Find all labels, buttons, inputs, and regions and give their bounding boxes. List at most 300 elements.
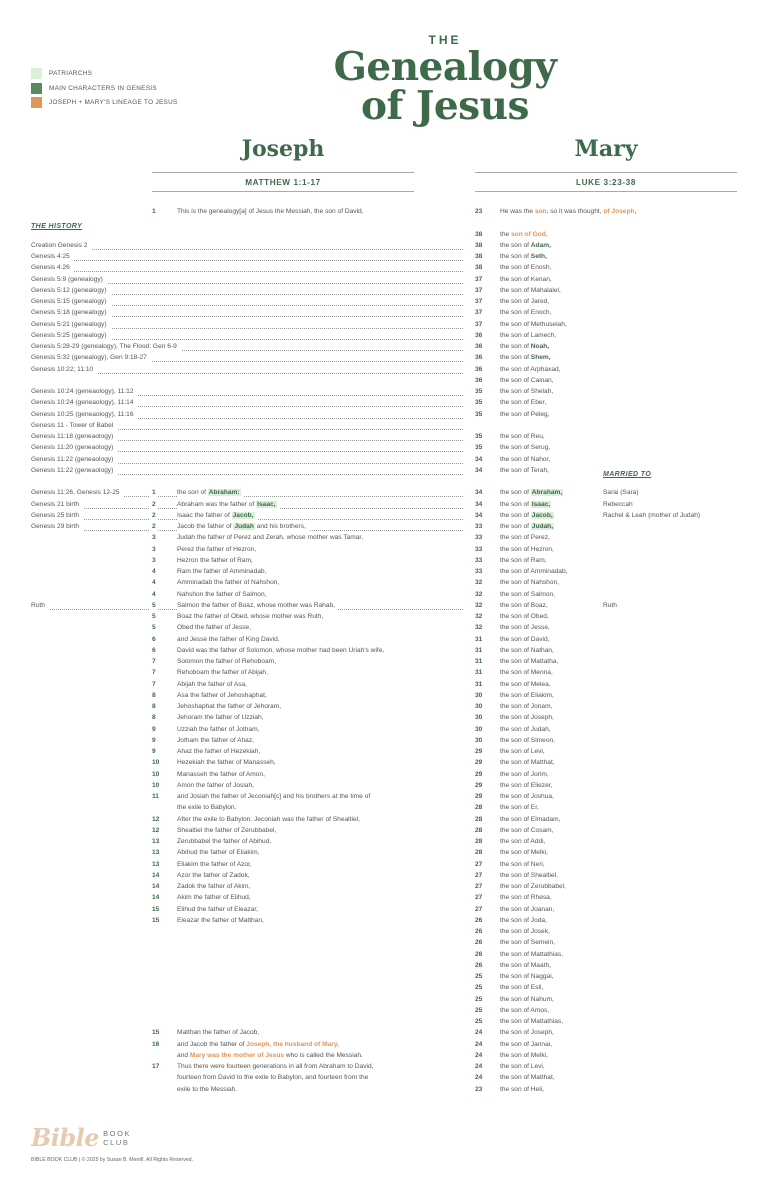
verse-text-segment: Asa the father of Jehoshaphat, [177, 691, 267, 699]
history-reference: Ruth [31, 600, 49, 611]
verse-line [500, 454, 553, 465]
verse-line [177, 690, 270, 701]
verse-text-segment: Uzziah the father of Jotham, [177, 725, 260, 733]
history-reference: Genesis 10:24 (geneaology), 11:14 [31, 397, 138, 408]
verse-line [500, 634, 552, 645]
verse-line [500, 667, 556, 678]
verse-text-segment: the son of Kenan, [500, 275, 552, 283]
verse-line [177, 701, 284, 712]
verse-line [177, 814, 363, 825]
verse-line [177, 836, 274, 847]
verse-line [500, 724, 554, 735]
verse-number: 4 [152, 568, 156, 575]
verse-line [500, 1016, 566, 1027]
verse-line [500, 600, 551, 611]
verse-text-segment: Jotham the father of Ahaz, [177, 736, 254, 744]
verse-text-segment: the son of Nahor, [500, 455, 551, 463]
verse-number: 34 [475, 489, 483, 497]
verse-text-segment: Nahshon the father of Salmon, [177, 590, 267, 598]
verse-number: 26 [475, 950, 483, 958]
verse-line [500, 791, 557, 802]
verse-line [500, 409, 553, 420]
verse-number: 35 [475, 388, 483, 395]
verse-number: 37 [475, 320, 483, 328]
verse-text-segment: the son of Melea, [500, 680, 551, 688]
verse-text-segment: Salmon the father of Boaz, whose mother was Rahab, [177, 601, 335, 609]
verse-number: 27 [475, 883, 483, 890]
verse-line [500, 915, 550, 926]
verse-line [177, 510, 258, 521]
verse-line [500, 364, 564, 375]
verse-line [177, 904, 261, 915]
title-line-2: of Jesus [361, 83, 529, 129]
verse-number: 3 [152, 545, 156, 553]
verse-number: 6 [152, 635, 156, 643]
verse-number: 10 [152, 781, 160, 789]
verse-text-segment: the son of Joda, [500, 916, 547, 924]
verse-line [500, 1005, 552, 1016]
history-reference: Genesis 5:15 (genealogy) [31, 296, 111, 307]
history-reference: Genesis 5:18 (genealogy) [31, 307, 111, 318]
divider [475, 172, 737, 173]
mary-heading: Mary [574, 136, 638, 162]
copyright: BIBLE BOOK CLUB | © 2025 by Susan B. Merrill. All Rights Reserved. [31, 1157, 194, 1163]
verse-number: 13 [152, 860, 160, 868]
verse-number: 33 [475, 556, 483, 564]
verse-line [177, 757, 279, 768]
verse-line [500, 1027, 557, 1038]
verse-line [500, 589, 558, 600]
verse-number: 32 [475, 624, 483, 632]
history-reference: Genesis 10:24 (geneaology), 11:12 [31, 386, 138, 397]
verse-text-segment: Ram the father of Amminadab, [177, 568, 267, 575]
verse-number: 14 [152, 883, 160, 890]
verse-text-segment: the son of Nathan, [500, 646, 554, 654]
verse-line [177, 679, 250, 690]
verse-number: 25 [475, 1018, 483, 1025]
verse-number: 24 [475, 1063, 483, 1070]
verse-line [500, 960, 554, 971]
verse-text-segment: the son of Peleg, [500, 410, 550, 418]
verse-number: 2 [152, 511, 156, 519]
verse-text-segment: the son of Maath, [500, 961, 551, 969]
verse-text-segment: Zadok the father of Akim, [177, 883, 251, 890]
verse-line [500, 352, 554, 363]
legend-label: MAIN CHARACTERS IN GENESIS [49, 84, 157, 92]
verse-number: 7 [152, 669, 156, 677]
verse-line [177, 1027, 262, 1038]
verse-line [500, 397, 549, 408]
verse-text-segment: He was the [500, 208, 535, 215]
verse-text-segment: the son of Ram, [500, 556, 547, 564]
verse-text-segment: the son of Eber, [500, 399, 547, 407]
verse-text-segment: the son of Melki, [500, 1051, 549, 1059]
verse-line [500, 431, 548, 442]
verse-line [500, 701, 555, 712]
verse-text-segment: the son of Elmadam, [500, 815, 561, 823]
verse-number: 4 [152, 579, 156, 587]
verse-text-segment: and his brothers, [254, 523, 306, 530]
verse-line [500, 994, 557, 1005]
verse-text-segment: the son of Matthat, [500, 759, 555, 767]
verse-text-segment: the son of Menna, [500, 669, 553, 677]
verse-line [177, 769, 268, 780]
verse-text-segment: the son of Amos, [500, 1006, 550, 1014]
legend-label: JOSEPH + MARY'S LINEAGE TO JESUS [49, 98, 178, 106]
verse-text-segment: Abijah the father of Asa, [177, 680, 248, 688]
history-reference: Genesis 11 - Tower of Babel [31, 420, 117, 431]
verse-number: 27 [475, 860, 483, 868]
verse-number: 33 [475, 534, 483, 542]
verse-text-segment: After the exile to Babylon: Jeconiah was the father of Shealtiel, [177, 815, 360, 823]
verse-line [177, 1050, 366, 1061]
patriarch-highlight: Isaac, [531, 500, 551, 508]
title-line-1: Genealogy [333, 44, 557, 90]
verse-text-segment: Eleazar the father of Matthan, [177, 916, 264, 924]
verse-text-segment: the son of Joshua, [500, 793, 554, 800]
verse-text-segment: Amminadab the father of Nahshon, [177, 579, 280, 587]
verse-line [177, 555, 256, 566]
verse-number: 10 [152, 770, 160, 778]
bible-book-club-logo [31, 1123, 131, 1152]
verse-line [500, 937, 558, 948]
verse-text-segment: Abihud the father of Eliakim, [177, 849, 260, 857]
verse-line [177, 780, 257, 791]
verse-text-segment: Obed the father of Jesse, [177, 624, 252, 632]
verse-number: 6 [152, 646, 156, 654]
verse-number: 33 [475, 568, 483, 575]
verse-text-segment: the son of Semein, [500, 939, 555, 947]
verse-text-segment: the son of [500, 343, 531, 350]
verse-number: 29 [475, 748, 483, 755]
verse-number: 34 [475, 455, 483, 463]
verse-text-segment: the son of Zerubbabel, [500, 883, 566, 890]
verse-line [177, 881, 253, 892]
verse-line [177, 521, 309, 532]
verse-number: 8 [152, 691, 156, 699]
verse-text-segment: the son of Joanan, [500, 905, 555, 913]
verse-text-segment: the son of Lamech, [500, 331, 557, 339]
verse-number: 34 [475, 466, 483, 474]
verse-text-segment: Jehoshaphat the father of Jehoram, [177, 703, 282, 710]
history-reference: Genesis 11:22 (geneaology) [31, 454, 117, 465]
verse-text-segment: and Jacob the father of [177, 1040, 247, 1048]
verse-text-segment: the son of Cosam, [500, 826, 554, 834]
verse-line [177, 915, 267, 926]
verse-text-segment: the son of Mattathias, [500, 1018, 564, 1025]
verse-number: 28 [475, 838, 483, 845]
verse-number: 10 [152, 759, 160, 767]
verse-number: 14 [152, 871, 160, 879]
verse-line [500, 319, 570, 330]
history-label: THE HISTORY [31, 223, 83, 230]
verse-number: 36 [475, 354, 483, 362]
lineage-highlight: Mary was the mother of Jesus [189, 1051, 285, 1059]
patriarch-highlight: Jacob, [531, 511, 553, 519]
verse-number: 38 [475, 241, 483, 249]
verse-line [500, 1039, 555, 1050]
verse-line [500, 206, 639, 217]
verse-text-segment: Hezron the father of Ram, [177, 556, 253, 564]
verse-line [500, 971, 557, 982]
verse-line [177, 544, 259, 555]
patriarch-highlight: Judah, [531, 523, 554, 530]
verse-line [500, 330, 559, 341]
verse-text-segment: Solomon the father of Rehoboam, [177, 658, 276, 665]
history-reference: Genesis 5:12 (genealogy) [31, 285, 111, 296]
lineage-highlight: son [534, 208, 547, 215]
verse-number: 31 [475, 635, 483, 643]
verse-line [500, 566, 570, 577]
verse-number: 26 [475, 961, 483, 969]
verse-line [177, 487, 244, 498]
verse-number: 26 [475, 928, 483, 935]
verse-text-segment: the son of Simeon, [500, 736, 555, 744]
history-reference: Genesis 5:28-29 (genealogy), The Flood: Gen 6-9 [31, 341, 181, 352]
verse-text-segment: Thus there were fourteen generations in all from Abraham to David, [177, 1063, 374, 1070]
verse-number: 37 [475, 298, 483, 305]
lineage-highlight: Joseph, the husband of Mary, [246, 1040, 339, 1048]
verse-number: 29 [475, 781, 483, 789]
verse-line [500, 386, 556, 397]
logo-bible: Bible [31, 1123, 100, 1152]
verse-line [500, 836, 548, 847]
verse-text-segment: the son of Melki, [500, 849, 549, 857]
verse-line [500, 780, 555, 791]
verse-line [177, 667, 271, 678]
verse-text-segment: exile to the Messiah. [177, 1085, 238, 1093]
verse-number: 27 [475, 871, 483, 879]
verse-text-segment: the son of Josek, [500, 928, 550, 935]
verse-line [500, 251, 550, 262]
verse-text-segment: Judah the father of Perez and Zerah, whose mother was Tamar, [177, 534, 364, 542]
patriarch-highlight: Abraham, [531, 489, 563, 497]
verse-line [500, 341, 552, 352]
verse-text-segment: fourteen from David to the exile to Babylon, and fourteen from the [177, 1074, 369, 1082]
verse-number: 26 [475, 916, 483, 924]
verse-text-segment: Zerubbabel the father of Abihud, [177, 838, 272, 845]
verse-number: 17 [152, 1063, 160, 1070]
verse-number: 13 [152, 849, 160, 857]
verse-text-segment: the son of Serug, [500, 444, 551, 452]
verse-text-segment: the son of [500, 500, 531, 508]
verse-number: 35 [475, 444, 483, 452]
verse-line [500, 487, 566, 498]
verse-line [500, 769, 552, 780]
verse-number: 28 [475, 849, 483, 857]
verse-text-segment: the son of [500, 511, 531, 519]
verse-line [177, 634, 283, 645]
verse-number: 36 [475, 365, 483, 373]
verse-number: 34 [475, 511, 483, 519]
verse-number: 5 [152, 601, 156, 609]
verse-text-segment: the son of Obed, [500, 613, 549, 620]
verse-number: 28 [475, 826, 483, 834]
verse-line [500, 949, 566, 960]
verse-text-segment: the son of Eliakim, [500, 691, 554, 699]
verse-line [177, 1084, 240, 1095]
verse-line [500, 859, 548, 870]
verse-number: 32 [475, 601, 483, 609]
verse-number: 26 [475, 939, 483, 947]
verse-number: 37 [475, 286, 483, 294]
history-reference: Genesis 11:20 (geneaology) [31, 442, 117, 453]
verse-text-segment: the son of Rhesa, [500, 894, 552, 902]
verse-number: 24 [475, 1051, 483, 1059]
verse-line [500, 735, 558, 746]
verse-text-segment: the son of Enosh, [500, 264, 552, 272]
verse-line [500, 892, 555, 903]
dotted-leader [31, 259, 463, 261]
verse-text-segment: the son of Addi, [500, 838, 546, 845]
verse-number: 30 [475, 714, 483, 722]
verse-number: 30 [475, 703, 483, 710]
verse-number: 36 [475, 331, 483, 339]
verse-number: 5 [152, 613, 156, 620]
history-reference: Genesis 10:22; 11:10 [31, 364, 97, 375]
spouse-name: Ruth [603, 601, 617, 609]
married-to-label: MARRIED TO [603, 471, 652, 478]
verse-text-segment: and Josiah the father of Jeconiah[c] and his brothers at the time of [177, 793, 371, 800]
verse-number: 3 [152, 534, 156, 542]
verse-number: 7 [152, 658, 156, 665]
verse-number: 27 [475, 894, 483, 902]
verse-line [500, 274, 555, 285]
logo-book: BOOK [103, 1128, 132, 1138]
verse-text-segment: Ahaz the father of Hezekiah, [177, 748, 261, 755]
verse-number: 15 [152, 1029, 160, 1037]
verse-number: 29 [475, 793, 483, 800]
verse-text-segment: the son of Matthat, [500, 1074, 555, 1082]
verse-number: 3 [152, 556, 156, 564]
history-reference: Genesis 21 birth [31, 499, 83, 510]
verse-line [177, 589, 269, 600]
verse-number: 31 [475, 658, 483, 665]
verse-number: 25 [475, 1006, 483, 1014]
verse-line [500, 870, 561, 881]
verse-number: 24 [475, 1040, 483, 1048]
verse-text-segment: the son of [500, 354, 531, 362]
verse-text-segment: Rehoboam the father of Abijah, [177, 669, 268, 677]
verse-line [177, 611, 326, 622]
verse-number: 9 [152, 748, 156, 755]
verse-text-segment: the son of Shelah, [500, 388, 554, 395]
spouse-name: Sarai (Sara) [603, 489, 639, 497]
verse-number: 37 [475, 309, 483, 317]
verse-line [177, 735, 257, 746]
verse-line [500, 262, 554, 273]
verse-text-segment: the son of Reu, [500, 433, 545, 440]
verse-text-segment: the son of Esli, [500, 984, 544, 992]
verse-number: 2 [152, 500, 156, 508]
legend-label: PATRIARCHS [49, 69, 93, 77]
verse-text-segment: Manasseh the father of Amon, [177, 770, 265, 778]
verse-text-segment: the son of Perez, [500, 534, 550, 542]
verse-text-segment: the son of Boaz, [500, 601, 548, 609]
verse-line [177, 622, 254, 633]
verse-number: 23 [475, 1085, 483, 1093]
verse-text-segment: the son of Shealtiel, [500, 871, 558, 879]
verse-text-segment: the son of [500, 523, 531, 530]
verse-number: 34 [475, 500, 483, 508]
verse-number: 32 [475, 590, 483, 598]
verse-line [177, 566, 269, 577]
verse-number: 36 [475, 343, 483, 350]
verse-line [500, 656, 561, 667]
verse-text-segment: Amon the father of Josiah, [177, 781, 254, 789]
verse-text-segment: Elihud the father of Eleazar, [177, 905, 259, 913]
verse-number: 32 [475, 579, 483, 587]
joseph-reference: MATTHEW 1:1-17 [245, 178, 321, 187]
verse-number: 23 [475, 208, 483, 215]
verse-text-segment: Akim the father of Elihud, [177, 894, 251, 902]
verse-text-segment: Matthan the father of Jacob, [177, 1029, 260, 1037]
verse-number: 28 [475, 815, 483, 823]
history-reference: Genesis 5:25 (genealogy) [31, 330, 111, 341]
verse-number: 7 [152, 680, 156, 688]
verse-text-segment: This is the genealogy[a] of Jesus the Messiah, the son of David, [177, 208, 364, 215]
verse-line [500, 375, 557, 386]
verse-text-segment: who is called the Messiah. [284, 1051, 363, 1059]
logo-club: CLUB [103, 1137, 130, 1147]
verse-line [177, 791, 373, 802]
dotted-leader [31, 270, 463, 272]
verse-text-segment: Shealtiel the father of Zerubbabel, [177, 826, 277, 834]
verse-line [500, 982, 546, 993]
verse-text-segment: the son of David, [500, 635, 550, 643]
main-character: Shem, [530, 354, 551, 362]
verse-text-segment: the son of [177, 489, 208, 497]
verse-text-segment: the son of [500, 241, 531, 249]
verse-text-segment: Azor the father of Zadok, [177, 871, 250, 879]
verse-number: 9 [152, 736, 156, 744]
verse-text-segment: and [177, 1051, 190, 1059]
verse-number: 35 [475, 399, 483, 407]
history-reference: Creation Genesis 2 [31, 240, 91, 251]
verse-text-segment: the son of Mattathias, [500, 950, 564, 958]
verse-line [500, 229, 551, 240]
verse-line [177, 712, 267, 723]
verse-number: 31 [475, 669, 483, 677]
verse-text-segment: the son of Methuselah, [500, 320, 567, 328]
verse-number: 33 [475, 545, 483, 553]
history-reference: Genesis 11:22 (geneaology) [31, 465, 117, 476]
verse-text-segment: Perez the father of Hezron, [177, 545, 257, 553]
verse-number: 35 [475, 410, 483, 418]
verse-number: 37 [475, 275, 483, 283]
verse-line [177, 802, 239, 813]
verse-number: 31 [475, 680, 483, 688]
verse-number: 9 [152, 725, 156, 733]
verse-text-segment: the son of Enoch, [500, 309, 552, 317]
history-reference: Genesis 5:21 (genealogy) [31, 319, 111, 330]
patriarch-highlight: Abraham: [208, 489, 240, 497]
verse-number: 28 [475, 804, 483, 812]
verse-number: 25 [475, 973, 483, 980]
divider [152, 191, 414, 192]
verse-line [500, 746, 548, 757]
verse-line [500, 622, 553, 633]
verse-number: 1 [152, 208, 156, 215]
verse-text-segment: Boaz the father of Obed, whose mother was Ruth, [177, 613, 324, 620]
verse-line [500, 926, 553, 937]
main-character: Seth, [530, 253, 547, 260]
verse-text-segment: Hezekiah the father of Manasseh, [177, 759, 276, 767]
verse-line [177, 206, 367, 217]
verse-line [500, 825, 557, 836]
verse-number: 12 [152, 815, 160, 823]
verse-line [177, 847, 262, 858]
